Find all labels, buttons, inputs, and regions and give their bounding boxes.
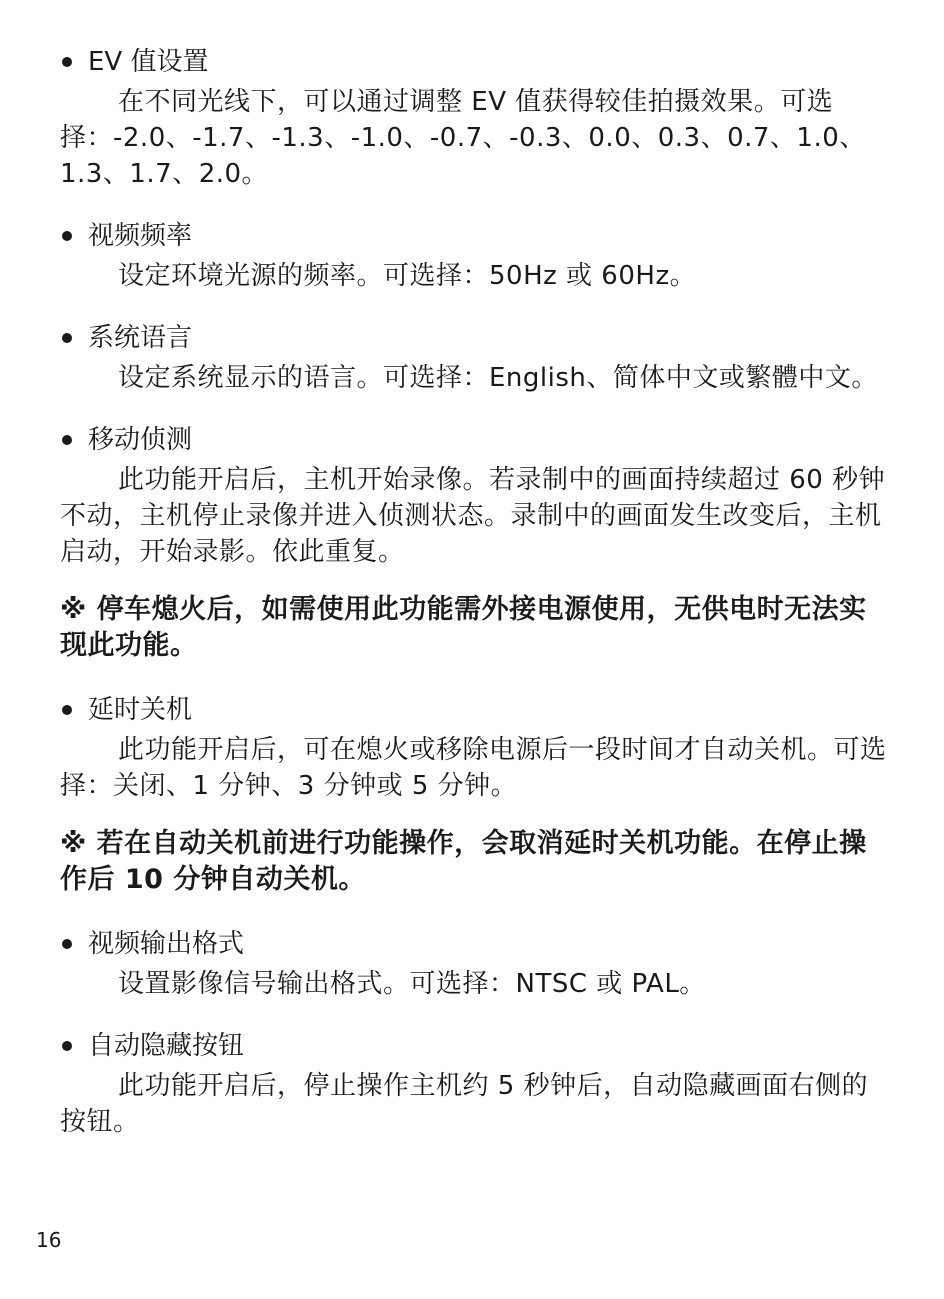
section-heading: [60, 316, 890, 360]
manual-page: [60, 40, 890, 1162]
motion-detection-note: ※ 停车熄火后，如需使用此功能需外接电源使用，无供电时无法实现此功能。: [60, 594, 867, 661]
bullet-icon: [62, 1041, 72, 1051]
section-heading: [60, 214, 890, 258]
section-title: EV 值设置: [88, 47, 209, 77]
section-title: 视频频率: [88, 221, 193, 251]
section-auto-hide-buttons: [60, 1024, 890, 1140]
bullet-icon: [62, 705, 72, 715]
bullet-icon: [62, 57, 72, 67]
section-heading: [60, 922, 890, 966]
section-heading: [60, 1024, 890, 1068]
section-motion-detection: [60, 418, 890, 570]
section-heading: [60, 688, 890, 732]
section-description: 设定系统显示的语言。可选择：English、简体中文或繁體中文。: [118, 363, 878, 393]
section-description: 此功能开启后，停止操作主机约 5 秒钟后，自动隐藏画面右侧的按钮。: [60, 1071, 869, 1137]
section-title: 移动侦测: [88, 425, 193, 455]
section-title: 视频输出格式: [88, 929, 245, 959]
bullet-icon: [62, 231, 72, 241]
page-number: 16: [36, 1228, 62, 1252]
bullet-icon: [62, 435, 72, 445]
bullet-icon: [62, 333, 72, 343]
section-system-language: [60, 316, 890, 396]
delayed-shutdown-note: ※ 若在自动关机前进行功能操作，会取消延时关机功能。在停止操作后 10 分钟自动关机。: [60, 828, 867, 895]
section-heading: [60, 40, 890, 84]
section-title: 自动隐藏按钮: [88, 1031, 245, 1061]
section-video-output-format: [60, 922, 890, 1002]
section-video-frequency: [60, 214, 890, 294]
section-delayed-shutdown: [60, 688, 890, 804]
section-title: 延时关机: [88, 695, 193, 725]
section-description: 设定环境光源的频率。可选择：50Hz 或 60Hz。: [118, 261, 697, 291]
section-description: 设置影像信号输出格式。可选择：NTSC 或 PAL。: [118, 969, 706, 999]
section-ev-setting: [60, 40, 890, 192]
section-description: 此功能开启后，主机开始录像。若录制中的画面持续超过 60 秒钟不动，主机停止录像并进入侦测状态。录制中的画面发生改变后，主机启动，开始录影。依此重复。: [60, 465, 886, 567]
section-description: 在不同光线下，可以通过调整 EV 值获得较佳拍摄效果。可选择：-2.0、-1.7、-1.3、-1.0、-0.7、-0.3、0.0、0.3、0.7、1.0、1.3、1.7、2.0。: [60, 87, 866, 189]
section-title: 系统语言: [88, 323, 193, 353]
section-heading: [60, 418, 890, 462]
section-description: 此功能开启后，可在熄火或移除电源后一段时间才自动关机。可选择：关闭、1 分钟、3 分钟或 5 分钟。: [60, 735, 887, 801]
bullet-icon: [62, 939, 72, 949]
